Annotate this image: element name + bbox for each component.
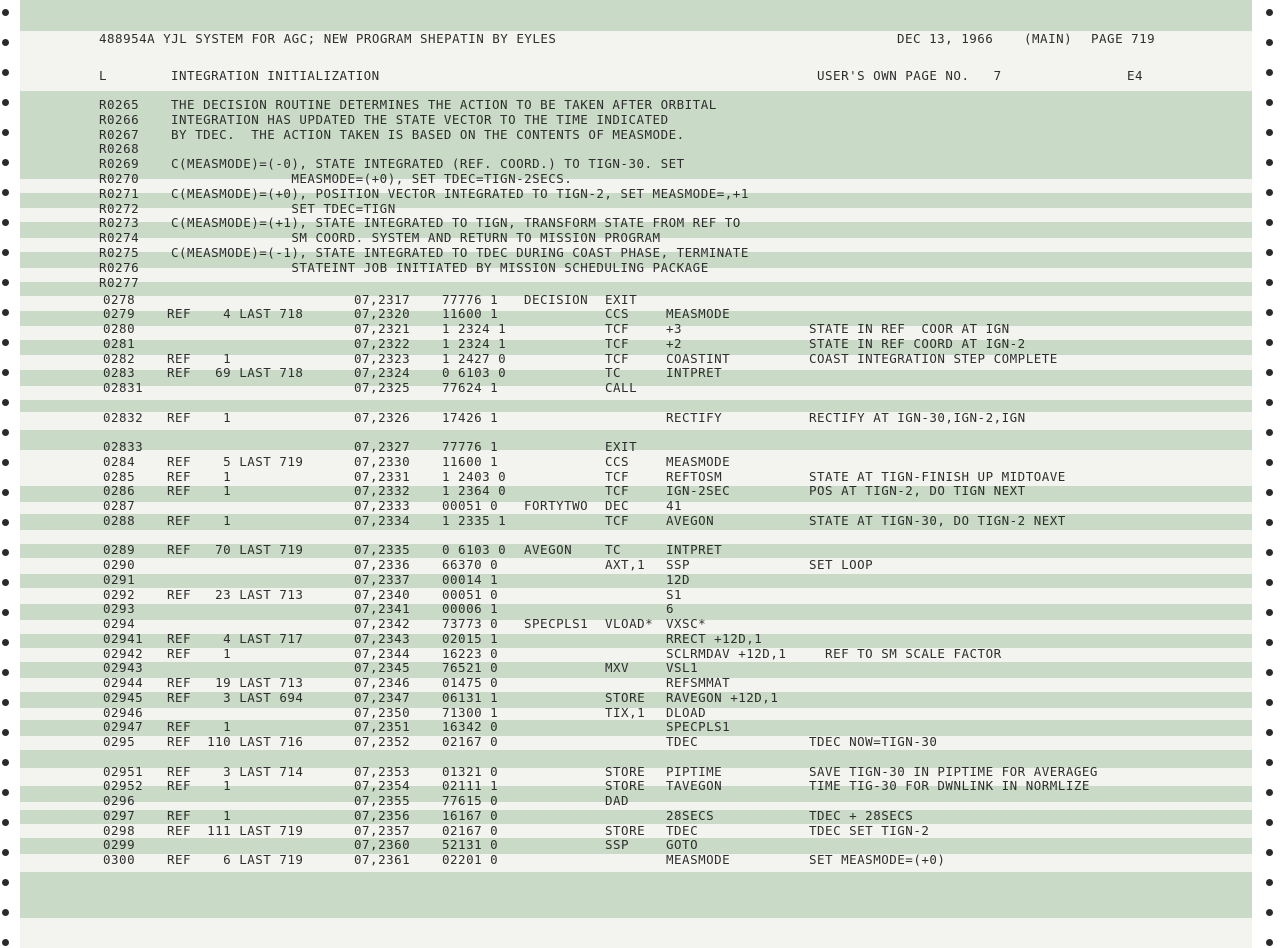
feed-hole: [2, 609, 9, 616]
feed-hole: [2, 99, 9, 106]
feed-hole: [2, 909, 9, 916]
code-operand: RRECT +12D,1: [666, 630, 763, 646]
code-comment: STATE IN REF COORD AT IGN-2: [809, 335, 1026, 351]
code-octal-word: 1 2364 0: [442, 483, 507, 499]
code-ref-info: REF 5 LAST 719: [167, 453, 304, 469]
code-comment: STATE IN REF COOR AT IGN: [809, 321, 1010, 336]
greenbar-stripe: [20, 571, 1252, 588]
code-address: 07,2357: [354, 822, 411, 838]
code-opcode: CALL: [605, 380, 638, 395]
code-octal-word: 52131 0: [442, 837, 499, 853]
code-opcode: DAD: [605, 793, 630, 808]
code-comment: COAST INTEGRATION STEP COMPLETE: [809, 350, 1058, 366]
code-line-number: 0284: [103, 453, 136, 469]
code-opcode: AXT,1: [605, 557, 646, 572]
code-ref-info: REF 1: [167, 483, 232, 499]
code-line-number: 02946: [103, 704, 144, 720]
code-operand: MEASMODE: [666, 852, 731, 867]
code-address: 07,2337: [354, 571, 411, 587]
code-octal-word: 1 2324 1: [442, 335, 507, 351]
feed-hole: [1266, 909, 1273, 916]
feed-hole: [2, 519, 9, 526]
code-line-number: 0286: [103, 483, 136, 499]
code-address: 07,2335: [354, 542, 411, 558]
code-line-number: 02941: [103, 630, 144, 646]
code-octal-word: 77624 1: [442, 380, 499, 395]
feed-hole: [2, 189, 9, 196]
code-address: 07,2336: [354, 557, 411, 572]
feed-hole: [2, 759, 9, 766]
code-ref-info: REF 70 LAST 719: [167, 542, 304, 558]
code-ref-info: REF 23 LAST 713: [167, 586, 304, 602]
feed-hole: [2, 879, 9, 886]
code-octal-word: 02167 0: [442, 822, 499, 838]
code-comment: SAVE TIGN-30 IN PIPTIME FOR AVERAGEG: [809, 763, 1098, 779]
code-operand: S1: [666, 586, 683, 602]
code-line-number: 02833: [103, 439, 144, 454]
feed-hole: [2, 69, 9, 76]
code-address: 07,2343: [354, 630, 411, 646]
feed-hole: [1266, 69, 1273, 76]
code-operand: 41: [666, 498, 683, 513]
code-line-number: 0290: [103, 557, 136, 572]
feed-hole: [2, 549, 9, 556]
feed-hole: [2, 429, 9, 436]
code-line-number: 0287: [103, 498, 136, 513]
remark-line-id: R0266: [99, 111, 140, 127]
code-operand: 28SECS: [666, 807, 715, 823]
code-octal-word: 66370 0: [442, 557, 499, 572]
remark-text: C(MEASMODE)=(-1), STATE INTEGRATED TO TDEC DURING COAST PHASE, TERMINATE: [171, 245, 749, 260]
code-operand: IGN-2SEC: [666, 483, 731, 499]
feed-hole: [1266, 939, 1273, 946]
remark-line-id: R0272: [99, 200, 140, 216]
code-octal-word: 0 6103 0: [442, 365, 507, 381]
code-line-number: 0300: [103, 852, 136, 867]
code-opcode: STORE: [605, 763, 646, 779]
code-octal-word: 73773 0: [442, 616, 499, 631]
code-ref-info: REF 110 LAST 716: [167, 734, 304, 749]
code-opcode: TCF: [605, 468, 630, 484]
code-comment: POS AT TIGN-2, DO TIGN NEXT: [809, 483, 1026, 499]
code-address: 07,2356: [354, 807, 411, 823]
remark-text: C(MEASMODE)=(+0), POSITION VECTOR INTEGRATED TO TIGN-2, SET MEASMODE=,+1: [171, 185, 749, 201]
code-operand: GOTO: [666, 837, 699, 853]
remark-text: SM COORD. SYSTEM AND RETURN TO MISSION PROGRAM: [171, 230, 661, 246]
remark-line-id: R0277: [99, 274, 140, 290]
code-address: 07,2334: [354, 512, 411, 528]
code-ref-info: REF 1: [167, 807, 232, 823]
code-opcode: TCF: [605, 321, 630, 336]
code-line-number: 0281: [103, 335, 136, 351]
code-line-number: 02942: [103, 645, 144, 661]
code-octal-word: 01475 0: [442, 675, 499, 690]
remark-text: BY TDEC. THE ACTION TAKEN IS BASED ON THE CONTENTS OF MEASMODE.: [171, 126, 685, 142]
code-opcode: STORE: [605, 689, 646, 705]
code-line-number: 02952: [103, 778, 144, 794]
section-type: L: [99, 68, 108, 83]
code-octal-word: 00051 0: [442, 586, 499, 602]
code-address: 07,2345: [354, 660, 411, 676]
code-octal-word: 0 6103 0: [442, 542, 507, 558]
feed-hole: [1266, 219, 1273, 226]
feed-hole: [1266, 369, 1273, 376]
code-opcode: VLOAD*: [605, 616, 654, 631]
code-line-number: 02951: [103, 763, 144, 779]
remark-text: THE DECISION ROUTINE DETERMINES THE ACTION TO BE TAKEN AFTER ORBITAL: [171, 97, 717, 112]
code-ref-info: REF 6 LAST 719: [167, 852, 304, 867]
code-comment: SET MEASMODE=(+0): [809, 852, 946, 867]
code-line-number: 0292: [103, 586, 136, 602]
code-operand: COASTINT: [666, 350, 731, 366]
code-address: 07,2330: [354, 453, 411, 469]
code-operand: REFTOSM: [666, 468, 723, 484]
code-address: 07,2346: [354, 675, 411, 690]
code-address: 07,2333: [354, 498, 411, 513]
listing-title: 488954A YJL SYSTEM FOR AGC; NEW PROGRAM SHEPATIN BY EYLES: [99, 31, 557, 46]
code-opcode: TCF: [605, 335, 630, 351]
feed-hole: [2, 729, 9, 736]
code-octal-word: 16342 0: [442, 719, 499, 735]
code-operand: RAVEGON +12D,1: [666, 689, 779, 705]
code-line-number: 0282: [103, 350, 136, 366]
code-comment: TDEC SET TIGN-2: [809, 822, 930, 838]
code-line-number: 0295: [103, 734, 136, 749]
remark-line-id: R0270: [99, 171, 140, 186]
remark-line-id: R0268: [99, 141, 140, 157]
feed-hole: [1266, 189, 1273, 196]
listing-mode: (MAIN): [1024, 31, 1073, 46]
code-octal-word: 02201 0: [442, 852, 499, 867]
feed-hole: [1266, 579, 1273, 586]
code-octal-word: 06131 1: [442, 689, 499, 705]
code-address: 07,2323: [354, 350, 411, 366]
code-address: 07,2340: [354, 586, 411, 602]
feed-hole: [1266, 39, 1273, 46]
feed-hole: [1266, 639, 1273, 646]
code-line-number: 0291: [103, 571, 136, 587]
code-address: 07,2331: [354, 468, 411, 484]
code-ref-info: REF 1: [167, 350, 232, 366]
greenbar-stripe: [20, 872, 1252, 918]
code-octal-word: 77615 0: [442, 793, 499, 808]
feed-hole: [1266, 159, 1273, 166]
feed-hole: [2, 939, 9, 946]
code-line-number: 0283: [103, 365, 136, 381]
feed-hole: [1266, 459, 1273, 466]
feed-hole: [2, 39, 9, 46]
feed-hole: [2, 789, 9, 796]
code-octal-word: 00051 0: [442, 498, 499, 513]
feed-hole: [2, 699, 9, 706]
code-operand: TDEC: [666, 734, 699, 749]
feed-hole: [1266, 309, 1273, 316]
feed-hole: [1266, 729, 1273, 736]
code-octal-word: 17426 1: [442, 409, 499, 425]
code-address: 07,2344: [354, 645, 411, 661]
code-line-number: 0285: [103, 468, 136, 484]
code-operand: VSL1: [666, 660, 699, 676]
remark-text: C(MEASMODE)=(-0), STATE INTEGRATED (REF. COORD.) TO TIGN-30. SET: [171, 156, 685, 172]
code-address: 07,2347: [354, 689, 411, 705]
feed-hole: [1266, 819, 1273, 826]
code-octal-word: 02167 0: [442, 734, 499, 749]
code-operand: TAVEGON: [666, 778, 723, 794]
code-octal-word: 02015 1: [442, 630, 499, 646]
feed-hole: [2, 339, 9, 346]
feed-hole: [2, 9, 9, 16]
feed-hole: [1266, 879, 1273, 886]
code-operand: PIPTIME: [666, 763, 723, 779]
feed-hole: [1266, 129, 1273, 136]
code-opcode: TIX,1: [605, 704, 646, 720]
feed-hole: [1266, 699, 1273, 706]
code-opcode: TC: [605, 365, 622, 381]
feed-hole: [2, 849, 9, 856]
code-ref-info: REF 69 LAST 718: [167, 365, 304, 381]
code-operand: +3: [666, 321, 683, 336]
code-line-number: 0278: [103, 291, 136, 307]
code-ref-info: REF 1: [167, 719, 232, 735]
feed-hole: [2, 279, 9, 286]
code-octal-word: 77776 1: [442, 439, 499, 454]
remark-line-id: R0267: [99, 126, 140, 142]
code-ref-info: REF 1: [167, 645, 232, 661]
feed-hole: [1266, 669, 1273, 676]
code-ref-info: REF 111 LAST 719: [167, 822, 304, 838]
code-line-number: 0297: [103, 807, 136, 823]
feed-hole: [2, 249, 9, 256]
code-ref-info: REF 4 LAST 718: [167, 306, 304, 322]
code-address: 07,2341: [354, 601, 411, 617]
code-label: AVEGON: [524, 542, 573, 558]
remark-line-id: R0269: [99, 156, 140, 172]
code-octal-word: 77776 1: [442, 291, 499, 307]
code-ref-info: REF 19 LAST 713: [167, 675, 304, 690]
code-line-number: 0293: [103, 601, 136, 617]
code-address: 07,2317: [354, 291, 411, 307]
code-operand: TDEC: [666, 822, 699, 838]
code-address: 07,2322: [354, 335, 411, 351]
code-operand: SSP: [666, 557, 691, 572]
code-line-number: 0280: [103, 321, 136, 336]
feed-hole: [2, 369, 9, 376]
code-address: 07,2355: [354, 793, 411, 808]
code-address: 07,2342: [354, 616, 411, 631]
code-opcode: TCF: [605, 350, 630, 366]
feed-hole: [1266, 9, 1273, 16]
code-opcode: EXIT: [605, 291, 638, 307]
code-octal-word: 16223 0: [442, 645, 499, 661]
code-ref-info: REF 3 LAST 694: [167, 689, 304, 705]
feed-hole: [2, 489, 9, 496]
code-line-number: 02944: [103, 675, 144, 690]
code-ref-info: REF 1: [167, 512, 232, 528]
code-opcode: CCS: [605, 306, 630, 322]
feed-hole: [2, 639, 9, 646]
greenbar-stripe: [20, 0, 1252, 31]
code-address: 07,2326: [354, 409, 411, 425]
code-label: SPECPLS1: [524, 616, 589, 631]
user-page-number: USER'S OWN PAGE NO. 7: [817, 68, 1002, 83]
code-address: 07,2351: [354, 719, 411, 735]
feed-hole: [1266, 759, 1273, 766]
code-ref-info: REF 3 LAST 714: [167, 763, 304, 779]
code-opcode: EXIT: [605, 439, 638, 454]
code-octal-word: 00014 1: [442, 571, 499, 587]
code-comment: STATE AT TIGN-30, DO TIGN-2 NEXT: [809, 512, 1066, 528]
remark-text: MEASMODE=(+0), SET TDEC=TIGN-2SECS.: [171, 171, 573, 186]
code-opcode: TC: [605, 542, 622, 558]
feed-hole: [1266, 279, 1273, 286]
remark-text: SET TDEC=TIGN: [171, 200, 396, 216]
code-address: 07,2327: [354, 439, 411, 454]
listing-date: DEC 13, 1966: [897, 31, 994, 46]
code-operand: DLOAD: [666, 704, 707, 720]
code-opcode: STORE: [605, 822, 646, 838]
code-comment: SET LOOP: [809, 557, 874, 572]
code-comment: TIME TIG-30 FOR DWNLINK IN NORMLIZE: [809, 778, 1090, 794]
code-octal-word: 1 2335 1: [442, 512, 507, 528]
code-line-number: 0298: [103, 822, 136, 838]
code-octal-word: 71300 1: [442, 704, 499, 720]
code-line-number: 0299: [103, 837, 136, 853]
code-octal-word: 1 2324 1: [442, 321, 507, 336]
code-octal-word: 16167 0: [442, 807, 499, 823]
remark-line-id: R0276: [99, 259, 140, 275]
feed-hole: [1266, 489, 1273, 496]
code-ref-info: REF 1: [167, 468, 232, 484]
feed-hole: [1266, 99, 1273, 106]
feed-hole: [2, 669, 9, 676]
code-address: 07,2350: [354, 704, 411, 720]
code-address: 07,2360: [354, 837, 411, 853]
code-address: 07,2332: [354, 483, 411, 499]
code-opcode: STORE: [605, 778, 646, 794]
code-octal-word: 1 2403 0: [442, 468, 507, 484]
code-comment: STATE AT TIGN-FINISH UP MIDTOAVE: [809, 468, 1066, 484]
code-address: 07,2354: [354, 778, 411, 794]
code-line-number: 0279: [103, 306, 136, 322]
remark-text: INTEGRATION HAS UPDATED THE STATE VECTOR TO THE TIME INDICATED: [171, 111, 669, 127]
code-address: 07,2353: [354, 763, 411, 779]
code-operand: RECTIFY: [666, 409, 723, 425]
code-line-number: 02947: [103, 719, 144, 735]
section-title: INTEGRATION INITIALIZATION: [171, 68, 380, 83]
remark-text: STATEINT JOB INITIATED BY MISSION SCHEDULING PACKAGE: [171, 259, 709, 275]
feed-hole: [1266, 429, 1273, 436]
code-line-number: 02943: [103, 660, 144, 676]
code-address: 07,2325: [354, 380, 411, 395]
code-operand: 12D: [666, 571, 691, 587]
code-opcode: DEC: [605, 498, 630, 513]
code-operand: VXSC*: [666, 616, 707, 631]
feed-hole: [2, 159, 9, 166]
code-line-number: 0296: [103, 793, 136, 808]
remark-text: C(MEASMODE)=(+1), STATE INTEGRATED TO TIGN, TRANSFORM STATE FROM REF TO: [171, 215, 741, 231]
feed-hole: [2, 819, 9, 826]
code-line-number: 02832: [103, 409, 144, 425]
code-ref-info: REF 4 LAST 717: [167, 630, 304, 646]
feed-hole: [1266, 399, 1273, 406]
code-operand: 6: [666, 601, 675, 617]
remark-line-id: R0265: [99, 97, 140, 112]
code-operand: AVEGON: [666, 512, 715, 528]
feed-hole: [2, 399, 9, 406]
code-line-number: 02831: [103, 380, 144, 395]
code-octal-word: 00006 1: [442, 601, 499, 617]
code-octal-word: 11600 1: [442, 306, 499, 322]
code-octal-word: 1 2427 0: [442, 350, 507, 366]
code-address: 07,2361: [354, 852, 411, 867]
feed-hole: [1266, 549, 1273, 556]
code-label: FORTYTWO: [524, 498, 589, 513]
code-line-number: 02945: [103, 689, 144, 705]
code-comment: RECTIFY AT IGN-30,IGN-2,IGN: [809, 409, 1026, 425]
code-line-number: 0289: [103, 542, 136, 558]
page-number: PAGE 719: [1091, 31, 1156, 46]
code-line-number: 0288: [103, 512, 136, 528]
feed-hole: [2, 129, 9, 136]
code-comment: REF TO SM SCALE FACTOR: [809, 645, 1002, 661]
code-address: 07,2321: [354, 321, 411, 336]
code-opcode: SSP: [605, 837, 630, 853]
code-operand: MEASMODE: [666, 453, 731, 469]
feed-hole: [1266, 849, 1273, 856]
code-ref-info: REF 1: [167, 409, 232, 425]
remark-line-id: R0275: [99, 245, 140, 260]
code-line-number: 0294: [103, 616, 136, 631]
code-address: 07,2352: [354, 734, 411, 749]
feed-hole: [1266, 249, 1273, 256]
code-opcode: CCS: [605, 453, 630, 469]
feed-hole: [2, 579, 9, 586]
feed-hole: [2, 309, 9, 316]
code-address: 07,2320: [354, 306, 411, 322]
code-octal-word: 76521 0: [442, 660, 499, 676]
feed-hole: [1266, 609, 1273, 616]
code-octal-word: 11600 1: [442, 453, 499, 469]
code-label: DECISION: [524, 291, 589, 307]
code-address: 07,2324: [354, 365, 411, 381]
feed-hole: [1266, 339, 1273, 346]
code-opcode: TCF: [605, 512, 630, 528]
code-comment: TDEC + 28SECS: [809, 807, 914, 823]
code-operand: +2: [666, 335, 683, 351]
feed-hole: [1266, 789, 1273, 796]
code-operand: SPECPLS1: [666, 719, 731, 735]
feed-hole: [1266, 519, 1273, 526]
code-opcode: TCF: [605, 483, 630, 499]
section-code: E4: [1127, 68, 1144, 83]
code-operand: MEASMODE: [666, 306, 731, 322]
code-octal-word: 01321 0: [442, 763, 499, 779]
code-operand: REFSMMAT: [666, 675, 731, 690]
remark-line-id: R0271: [99, 185, 140, 201]
code-operand: INTPRET: [666, 542, 723, 558]
code-opcode: MXV: [605, 660, 630, 676]
code-comment: TDEC NOW=TIGN-30: [809, 734, 938, 749]
code-operand: SCLRMDAV +12D,1: [666, 645, 787, 661]
feed-hole: [2, 459, 9, 466]
remark-line-id: R0274: [99, 230, 140, 246]
code-ref-info: REF 1: [167, 778, 232, 794]
code-operand: INTPRET: [666, 365, 723, 381]
feed-hole: [2, 219, 9, 226]
code-octal-word: 02111 1: [442, 778, 499, 794]
remark-line-id: R0273: [99, 215, 140, 231]
